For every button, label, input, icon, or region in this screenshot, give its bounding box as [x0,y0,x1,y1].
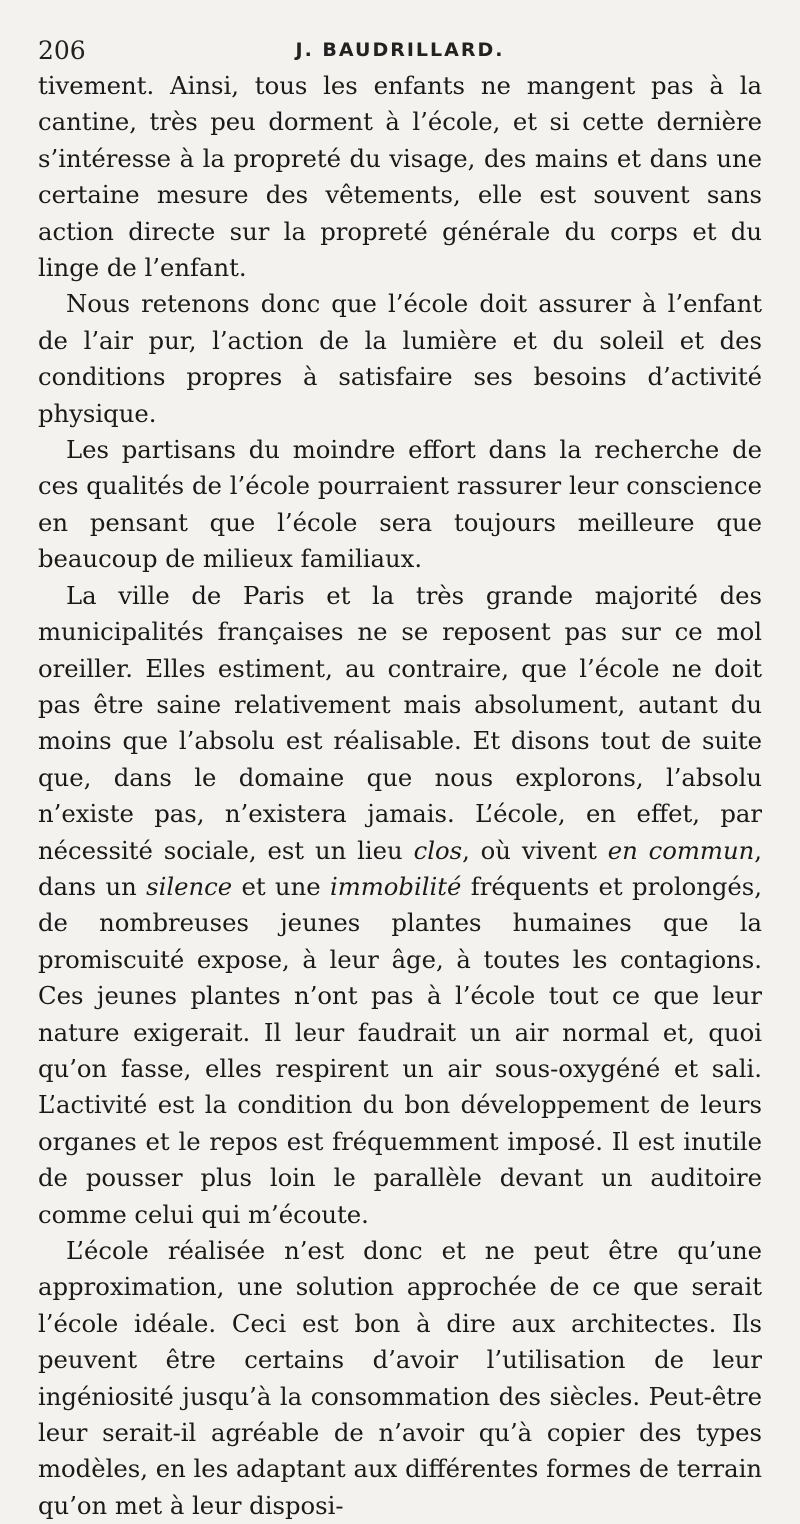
body-text [38,68,762,1524]
text-segment: tivement. Ainsi, tous les enfants ne mangent pas à la cantine, très peu dorment à l’école, et si cette dernière s’intéresse à la propreté du visage, des mains et dans une certaine mesure des vêtements, elle est souvent sans action directe sur la propreté générale du corps et du linge de l’enfant. [38,71,762,283]
text-segment: Nous retenons donc que l’école doit assurer à l’enfant de l’air pur, l’action de la lumière et du soleil et des conditions propres à satisfaire ses besoins d’activité physique. [38,289,762,428]
text-segment: L’école réalisée n’est donc et ne peut être qu’une approximation, une solution approchée de ce que serait l’école idéale. Ceci est bon à dire aux architectes. Ils peuvent être certains d’avoir l’utilisation de leur ingéniosité jusqu’à la consommation des siècles. Peut-être leur serait-il agréable de n’avoir qu’à copier des types modèles, en les adaptant aux différentes formes de terrain qu’on met à leur disposi- [38,1236,762,1520]
paragraph [38,68,762,286]
page-number: 206 [38,36,86,65]
text-segment: fréquents et prolongés, de nombreuses jeunes plantes humaines que la promiscuité expose, à leur âge, à toutes les contagions. Ces jeunes plantes n’ont pas à l’école tout ce que leur nature exigerait. Il leur faudrait un air normal et, quoi qu’on fasse, elles respirent un air sous-oxygéné et sali. L’activité est la condition du bon développement de leurs organes et le repos est fréquemment imposé. Il est inutile de pousser plus loin le parallèle devant un auditoire comme celui qui m’écoute. [38,871,762,1229]
paragraph [38,286,762,432]
running-head [38,28,762,68]
text-segment: , dans un [38,835,763,901]
paragraph [38,578,762,1233]
running-head-author: J. BAUDRILLARD. [295,39,505,61]
paragraph [38,1233,762,1524]
italic-text: clos [413,835,463,865]
paragraph [38,432,762,578]
italic-text: immobilité [329,871,462,901]
italic-text: en commun [607,835,755,865]
italic-text: silence [146,871,233,901]
text-segment: et une [232,871,330,901]
text-segment: La ville de Paris et la très grande majorité des municipalités françaises ne se reposent pas sur ce mol oreiller. Elles estiment, au contraire, que l’école ne doit pas être saine relativement mais absolument, autant du moins que l’absolu est réalisable. Et disons tout de suite que, dans le domaine que nous explorons, l’absolu n’existe pas, n’existera jamais. L’école, en effet, par nécessité sociale, est un lieu [38,580,762,865]
text-segment: Les partisans du moindre effort dans la recherche de ces qualités de l’école pourraient rassurer leur conscience en pensant que l’école sera toujours meilleure que beaucoup de milieux familiaux. [38,435,762,574]
text-segment: , où vivent [462,835,608,865]
